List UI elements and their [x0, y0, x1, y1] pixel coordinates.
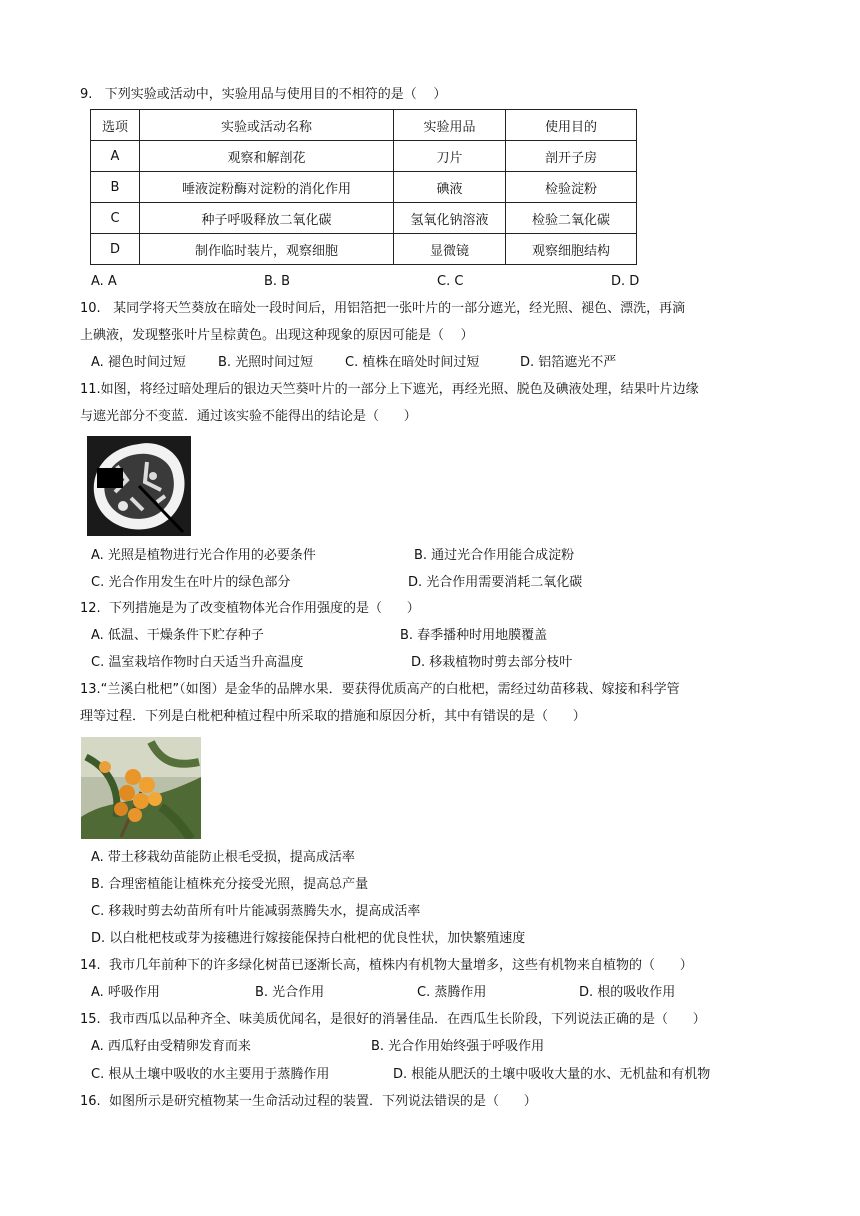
q14-option-b[interactable]: B. 光合作用 — [255, 985, 325, 1000]
leaf-starch-image — [87, 436, 191, 536]
q12-stem: 12. 下列措施是为了改变植物体光合作用强度的是（ ） — [80, 601, 420, 616]
table-cell: 种子呼吸释放二氧化碳 — [140, 203, 394, 234]
loquat-photo — [81, 737, 201, 839]
q14-option-a[interactable]: A. 呼吸作用 — [91, 985, 160, 1000]
table-cell: B — [91, 172, 140, 203]
table-cell: 剖开子房 — [506, 141, 637, 172]
q9-table — [90, 109, 637, 265]
q16-stem: 16. 如图所示是研究植物某一生命活动过程的装置．下列说法错误的是（ ） — [80, 1094, 537, 1109]
q13-stem-line1: 13.“兰溪白枇杷”（如图）是金华的品牌水果．要获得优质高产的白枇杷，需经过幼苗移栽、嫁接和科学管 — [80, 682, 680, 697]
table-header-cell: 选项 — [91, 110, 140, 141]
table-cell: A — [91, 141, 140, 172]
q11-option-b[interactable]: B. 通过光合作用能合成淀粉 — [414, 548, 575, 563]
loquat-fruit-icon — [81, 737, 201, 839]
q14-stem: 14. 我市几年前种下的许多绿化树苗已逐渐长高，植株内有机物大量增多，这些有机物来自植物的（ ） — [80, 958, 693, 973]
q15-option-a[interactable]: A. 西瓜籽由受精卵发育而来 — [91, 1039, 251, 1054]
q11-option-d[interactable]: D. 光合作用需要消耗二氧化碳 — [408, 575, 583, 590]
table-cell: C — [91, 203, 140, 234]
q11-option-c[interactable]: C. 光合作用发生在叶片的绿色部分 — [91, 575, 291, 590]
table-row — [91, 234, 637, 265]
q10-option-b[interactable]: B. 光照时间过短 — [218, 355, 314, 370]
q14-option-d[interactable]: D. 根的吸收作用 — [579, 985, 676, 1000]
q15-option-b[interactable]: B. 光合作用始终强于呼吸作用 — [371, 1039, 545, 1054]
q11-option-a[interactable]: A. 光照是植物进行光合作用的必要条件 — [91, 548, 316, 563]
q15-option-d[interactable]: D. 根能从肥沃的土壤中吸收大量的水、无机盐和有机物 — [393, 1067, 711, 1082]
q10-option-c[interactable]: C. 植株在暗处时间过短 — [345, 355, 480, 370]
table-header-cell: 实验用品 — [394, 110, 506, 141]
q15-stem: 15. 我市西瓜以品种齐全、味美质优闻名，是很好的消暑佳品．在西瓜生长阶段，下列说法正确的是（ ） — [80, 1012, 706, 1027]
q12-option-b[interactable]: B. 春季播种时用地膜覆盖 — [400, 628, 548, 643]
table-cell: 检验二氧化碳 — [506, 203, 637, 234]
table-header-cell: 使用目的 — [506, 110, 637, 141]
table-header-cell: 实验或活动名称 — [140, 110, 394, 141]
q11-stem-line1: 11.如图，将经过暗处理后的银边天竺葵叶片的一部分上下遮光，再经光照、脱色及碘液处理，结果叶片边缘 — [80, 382, 699, 397]
q10-stem-line1: 10. 某同学将天竺葵放在暗处一段时间后，用铝箔把一张叶片的一部分遮光，经光照、褪色、漂洗，再滴 — [80, 301, 686, 316]
q12-option-d[interactable]: D. 移栽植物时剪去部分枝叶 — [411, 655, 573, 670]
table-row — [91, 141, 637, 172]
table-cell: 制作临时装片，观察细胞 — [140, 234, 394, 265]
variegated-leaf-icon — [87, 436, 191, 536]
q9-option-c[interactable]: C. C — [437, 274, 464, 289]
table-cell: 观察和解剖花 — [140, 141, 394, 172]
table-cell: 显微镜 — [394, 234, 506, 265]
q13-option-a[interactable]: A. 带土移栽幼苗能防止根毛受损，提高成活率 — [91, 850, 355, 865]
q13-option-b[interactable]: B. 合理密植能让植株充分接受光照，提高总产量 — [91, 877, 369, 892]
table-row — [91, 172, 637, 203]
q12-option-a[interactable]: A. 低温、干燥条件下贮存种子 — [91, 628, 264, 643]
q10-stem-line2: 上碘液，发现整张叶片呈棕黄色。出现这种现象的原因可能是（ ） — [80, 328, 474, 343]
q10-option-a[interactable]: A. 褪色时间过短 — [91, 355, 186, 370]
table-row — [91, 203, 637, 234]
q13-option-d[interactable]: D. 以白枇杷枝或芽为接穗进行嫁接能保持白枇杷的优良性状，加快繁殖速度 — [91, 931, 526, 946]
q11-stem-line2: 与遮光部分不变蓝．通过该实验不能得出的结论是（ ） — [80, 409, 417, 424]
table-cell: 刀片 — [394, 141, 506, 172]
table-cell: 唾液淀粉酶对淀粉的消化作用 — [140, 172, 394, 203]
q9-option-d[interactable]: D. D — [611, 274, 640, 289]
q13-option-c[interactable]: C. 移栽时剪去幼苗所有叶片能减弱蒸腾失水，提高成活率 — [91, 904, 421, 919]
table-header-row — [91, 110, 637, 141]
table-cell: 观察细胞结构 — [506, 234, 637, 265]
q13-stem-line2: 理等过程．下列是白枇杷种植过程中所采取的措施和原因分析，其中有错误的是（ ） — [80, 709, 586, 724]
q12-option-c[interactable]: C. 温室栽培作物时白天适当升高温度 — [91, 655, 304, 670]
q15-option-c[interactable]: C. 根从土壤中吸收的水主要用于蒸腾作用 — [91, 1067, 330, 1082]
q14-option-c[interactable]: C. 蒸腾作用 — [417, 985, 487, 1000]
table-cell: 检验淀粉 — [506, 172, 637, 203]
q9-stem: 9. 下列实验或活动中，实验用品与使用目的不相符的是（ ） — [80, 87, 447, 102]
table-cell: 碘液 — [394, 172, 506, 203]
q9-option-b[interactable]: B. B — [264, 274, 291, 289]
q9-option-a[interactable]: A. A — [91, 274, 117, 289]
q10-option-d[interactable]: D. 铝箔遮光不严 — [520, 355, 617, 370]
table-cell: D — [91, 234, 140, 265]
table-cell: 氢氧化钠溶液 — [394, 203, 506, 234]
